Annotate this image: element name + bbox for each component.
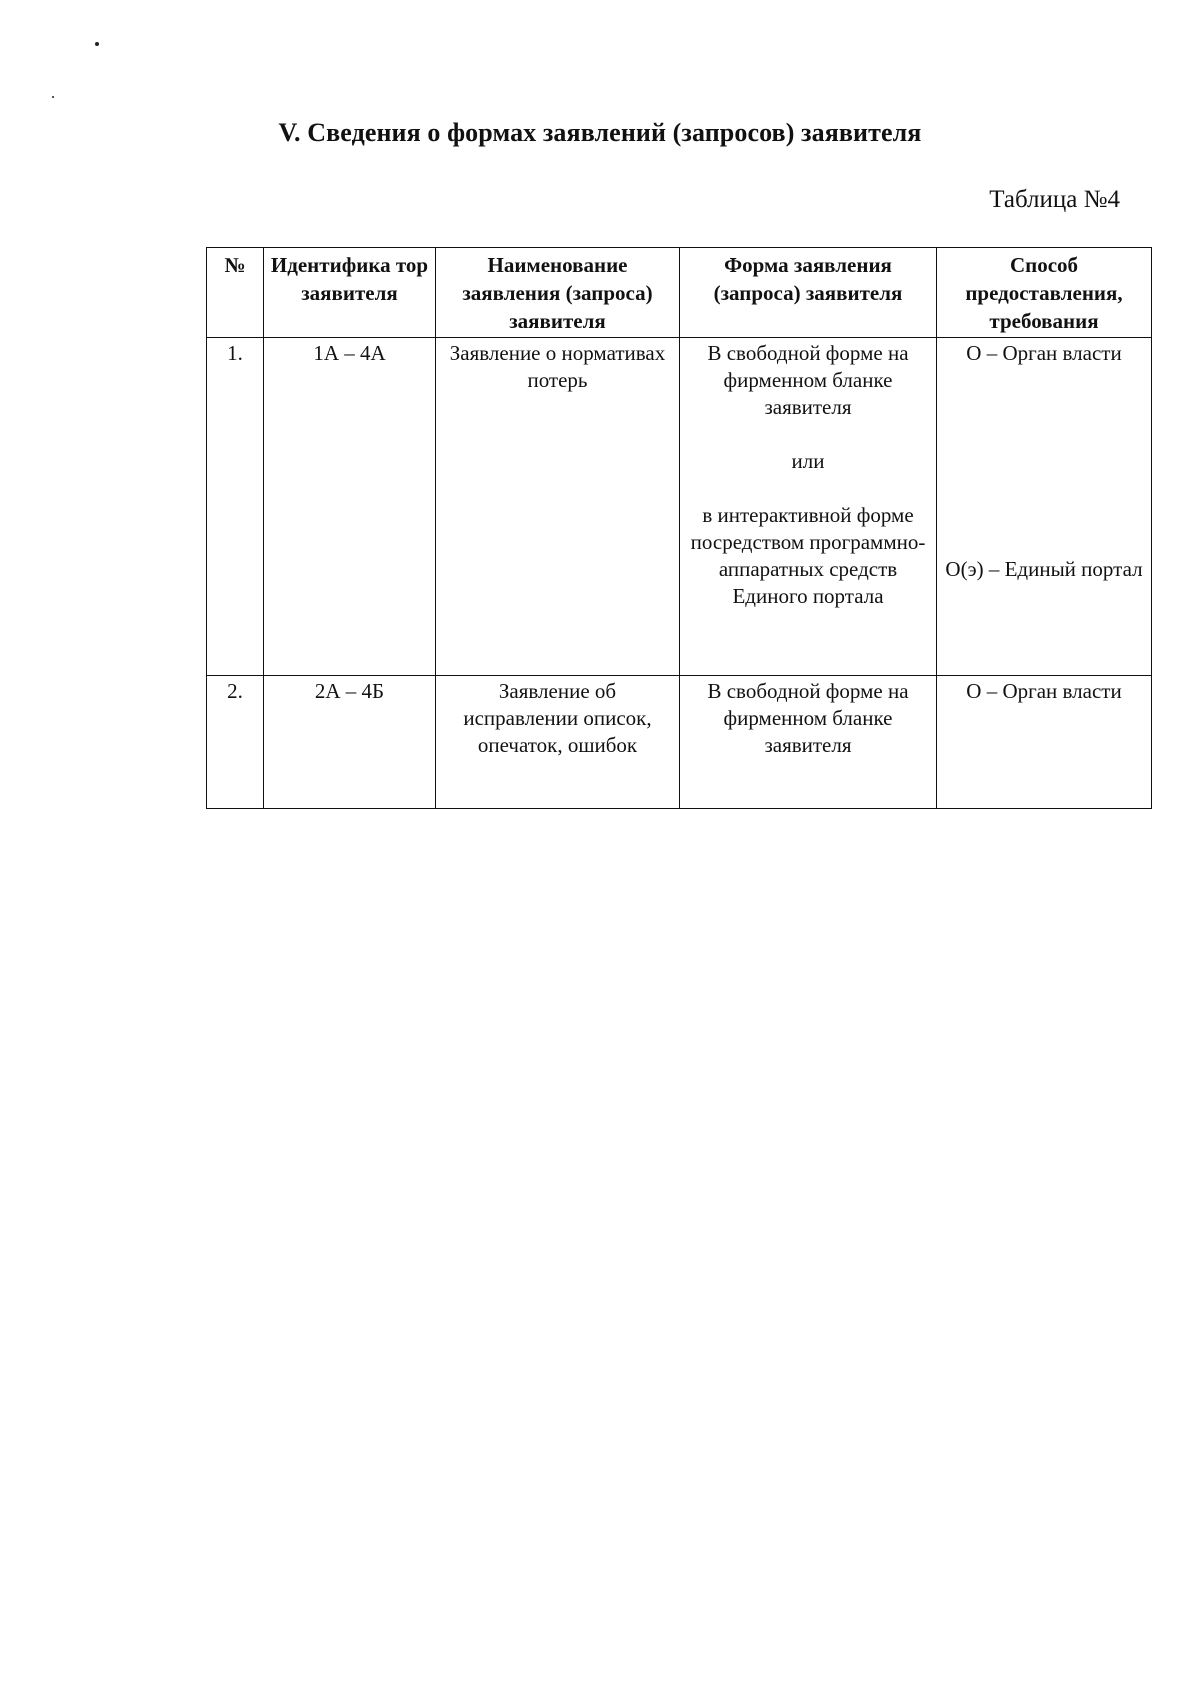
row-request-name: Заявление об исправлении описок, опечаток, ошибок	[436, 676, 680, 809]
form-option-letterhead: В свободной форме на фирменном бланке заявителя	[707, 341, 909, 419]
forms-table	[206, 247, 1152, 809]
table-header-row	[207, 248, 1152, 338]
table-row	[207, 676, 1152, 809]
row-identifier: 2А – 4Б	[264, 676, 436, 809]
row-identifier: 1А – 4А	[264, 338, 436, 676]
row-request-form	[680, 338, 937, 676]
header-identifier: Идентифика тор заявителя	[264, 248, 436, 338]
method-authority: О – Орган власти	[966, 341, 1122, 365]
scan-speck	[95, 42, 99, 46]
form-option-or: или	[791, 449, 825, 473]
row-submission-method	[937, 338, 1152, 676]
table-caption: Таблица №4	[989, 186, 1120, 213]
row-number: 1.	[207, 338, 264, 676]
form-option-letterhead: В свободной форме на фирменном бланке заявителя	[707, 679, 909, 757]
header-request-name: Наименование заявления (запроса) заявителя	[436, 248, 680, 338]
page-title: V. Сведения о формах заявлений (запросов) заявителя	[278, 118, 922, 147]
header-number: №	[207, 248, 264, 338]
form-option-interactive: в интерактивной форме посредством программно-аппаратных средств Единого портала	[690, 503, 926, 608]
row-request-form	[680, 676, 937, 809]
method-authority: О – Орган власти	[966, 679, 1122, 703]
row-request-name: Заявление о нормативах потерь	[436, 338, 680, 676]
table-row	[207, 338, 1152, 676]
scan-speck	[52, 96, 54, 98]
method-portal: О(э) – Единый портал	[945, 557, 1143, 581]
header-submission-method: Способ предоставления, требования	[937, 248, 1152, 338]
header-request-form: Форма заявления (запроса) заявителя	[680, 248, 937, 338]
row-submission-method	[937, 676, 1152, 809]
row-number: 2.	[207, 676, 264, 809]
